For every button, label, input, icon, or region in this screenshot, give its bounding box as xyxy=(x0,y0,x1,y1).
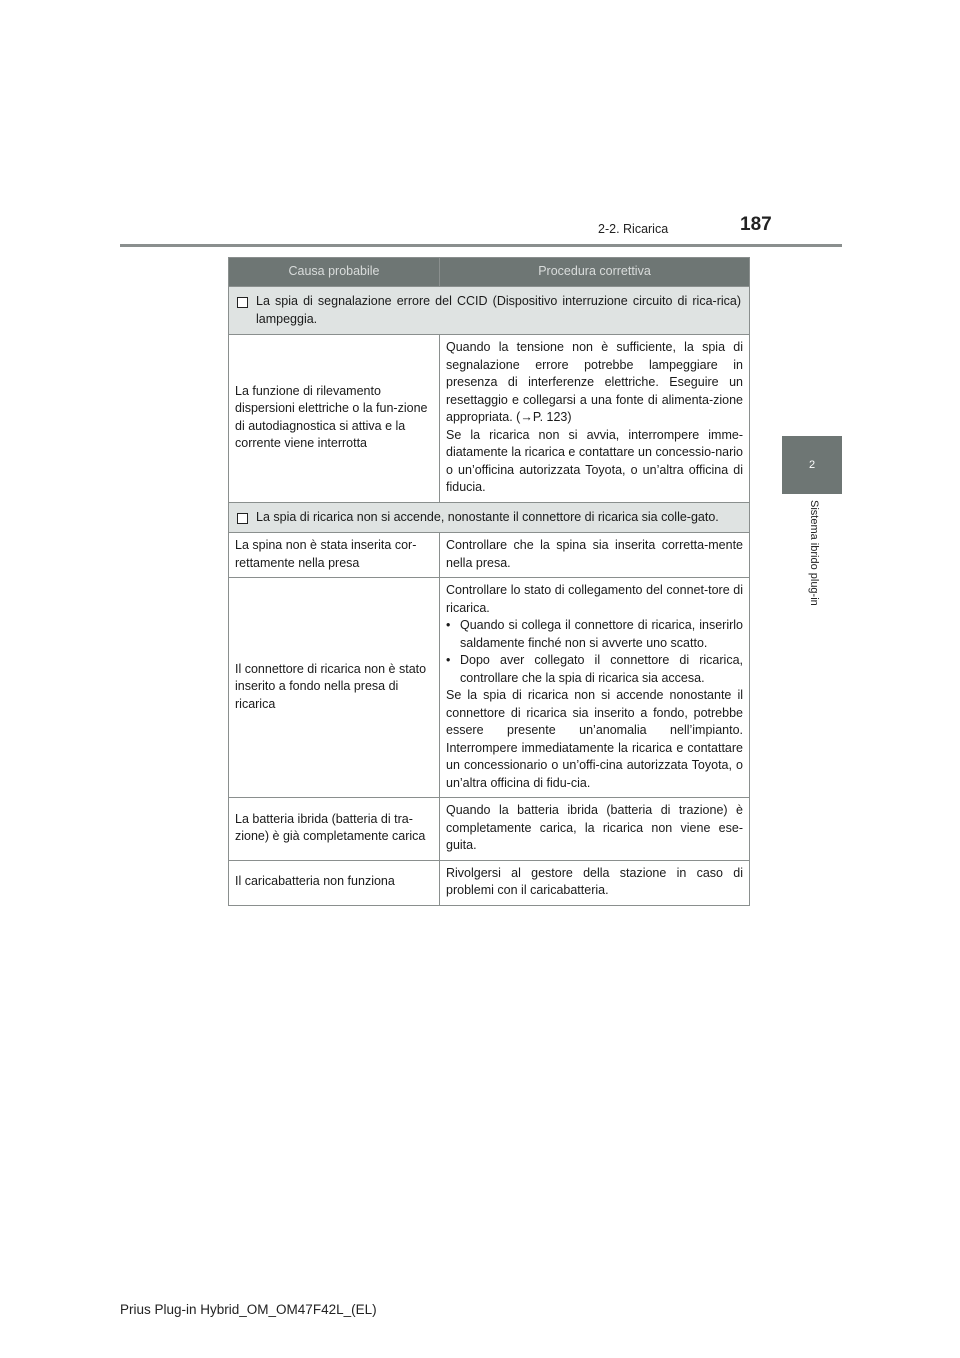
fix-paragraph: Se la spia di ricarica non si accende nonostante il connettore di ricarica sia inserito a fondo, potrebbe essere presente un’anomalia nell’impianto. Interrompere immediatamente la ricarica e contattare un concessionario o un’offi-cina autorizzata Toyota, o un’altra officina di fidu-cia. xyxy=(446,688,743,790)
table-row xyxy=(229,533,750,578)
fix-cell: Quando la batteria ibrida (batteria di trazione) è completamente carica, la ricarica non viene ese-guita. xyxy=(440,798,750,861)
footer-document-id: Prius Plug-in Hybrid_OM_OM47F42L_(EL) xyxy=(120,1302,377,1317)
table-row xyxy=(229,798,750,861)
fix-cell: Controllare che la spina sia inserita corretta-mente nella presa. xyxy=(440,533,750,578)
section-title: La spia di segnalazione errore del CCID (Dispositivo interruzione circuito di rica-rica) lampeggia. xyxy=(256,294,741,326)
cause-cell: Il caricabatteria non funziona xyxy=(229,860,440,905)
bullet-icon: • xyxy=(446,653,451,667)
table-header-row xyxy=(229,258,750,287)
bullet-text: Dopo aver collegato il connettore di ricarica, controllare che la spia di ricarica sia accesa. xyxy=(460,653,743,685)
fix-cell xyxy=(440,578,750,798)
fix-paragraph: Quando la tensione non è sufficiente, la spia di segnalazione errore potrebbe lampeggiare in presenza di interferenze elettriche. Eseguire un resettaggio e collegarsi a una fonte di alimenta-zione appropriata. (→P. 123) xyxy=(446,340,743,424)
troubleshooting-table xyxy=(228,257,750,906)
header-divider xyxy=(120,244,842,247)
table-row xyxy=(229,578,750,798)
table-row xyxy=(229,860,750,905)
fix-cell: Rivolgersi al gestore della stazione in caso di problemi con il caricabatteria. xyxy=(440,860,750,905)
bullet-text: Quando si collega il connettore di ricarica, inserirlo saldamente finché non si avverte uno scatto. xyxy=(460,618,743,650)
page-number: 187 xyxy=(740,214,772,235)
bullet-icon: • xyxy=(446,618,451,632)
fix-cell xyxy=(440,335,750,503)
bullet-item xyxy=(446,617,743,652)
chapter-tab-number: 2 xyxy=(808,459,816,471)
chapter-tab xyxy=(782,436,842,494)
section-row xyxy=(229,502,750,533)
section-row xyxy=(229,287,750,335)
column-header-cause: Causa probabile xyxy=(229,258,440,287)
chapter-side-label: Sistema ibrido plug-in xyxy=(808,500,820,606)
section-cell xyxy=(229,502,750,533)
section-cell xyxy=(229,287,750,335)
bullet-item xyxy=(446,652,743,687)
table-row xyxy=(229,335,750,503)
fix-paragraph: Controllare lo stato di collegamento del connet-tore di ricarica. xyxy=(446,583,743,615)
checkbox-icon xyxy=(237,297,248,308)
cause-cell: La funzione di rilevamento dispersioni elettriche o la fun-zione di autodiagnostica si attiva e la corrente viene interrotta xyxy=(229,335,440,503)
column-header-fix: Procedura correttiva xyxy=(440,258,750,287)
header-section-title: 2-2. Ricarica xyxy=(598,222,669,236)
checkbox-icon xyxy=(237,513,248,524)
cause-cell: La batteria ibrida (batteria di tra-zione) è già completamente carica xyxy=(229,798,440,861)
cause-cell: La spina non è stata inserita cor-rettamente nella presa xyxy=(229,533,440,578)
section-title: La spia di ricarica non si accende, nonostante il connettore di ricarica sia colle-gato. xyxy=(256,509,719,524)
fix-paragraph: Se la ricarica non si avvia, interrompere imme-diatamente la ricarica e contattare un concessio-nario o un’officina autorizzata Toyota, o un’altra officina di fiducia. xyxy=(446,427,743,494)
cause-cell: Il connettore di ricarica non è stato inserito a fondo nella presa di ricarica xyxy=(229,578,440,798)
